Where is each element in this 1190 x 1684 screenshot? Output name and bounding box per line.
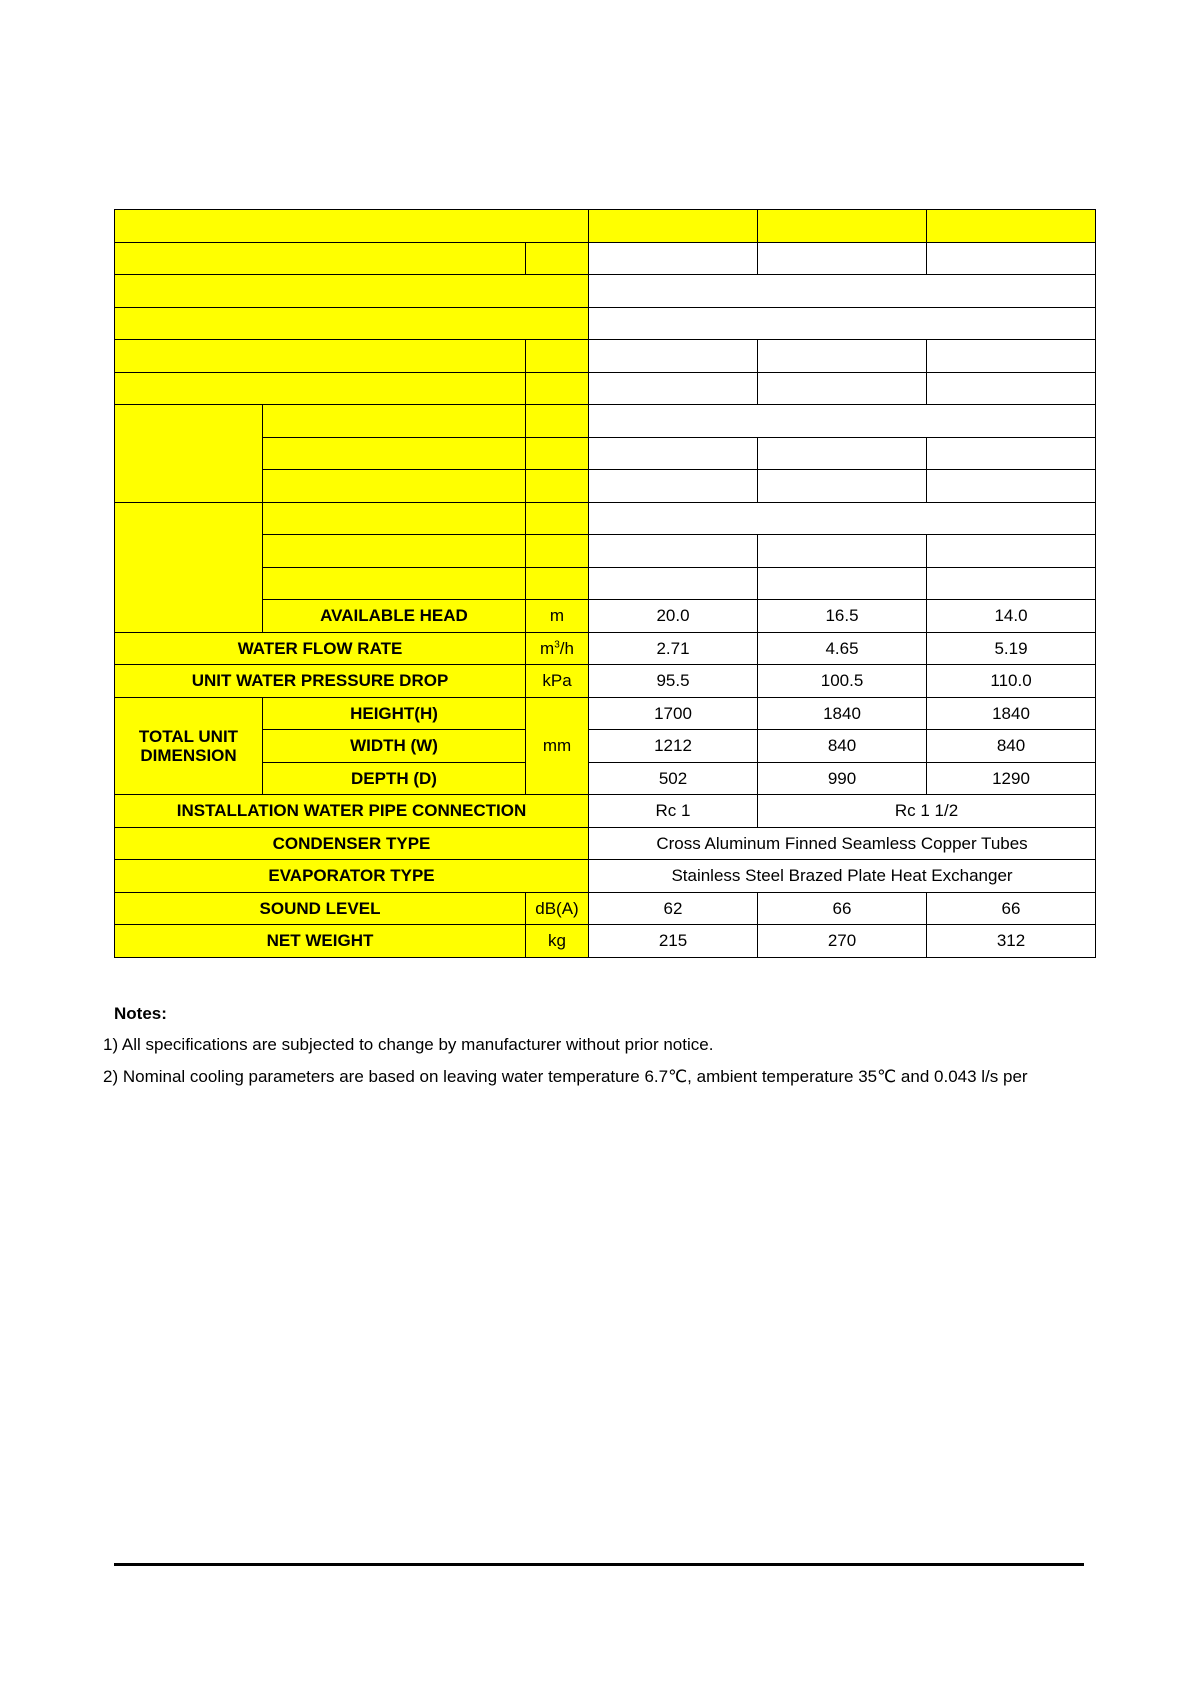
total-unit-dimension-label: [115, 697, 263, 795]
blank-value-cell: [758, 242, 927, 275]
blank-value-cell: [927, 437, 1096, 470]
blank-value-cell: [758, 372, 927, 405]
sound-level-value-1: 62: [589, 892, 758, 925]
blank-label-cell: [263, 567, 526, 600]
pressure-drop-label: UNIT WATER PRESSURE DROP: [115, 665, 526, 698]
blank-unit-cell: [526, 437, 589, 470]
evaporator-type-label: EVAPORATOR TYPE: [115, 860, 589, 893]
blank-label-cell: [263, 470, 526, 503]
unit-superscript: 3: [554, 639, 560, 651]
model-column-2-header: [758, 210, 927, 243]
unit-tail: /h: [559, 638, 574, 658]
blank-label-cell: [263, 502, 526, 535]
depth-value-1: 502: [589, 762, 758, 795]
blank-value-cell: [758, 437, 927, 470]
sound-level-unit: dB(A): [526, 892, 589, 925]
blank-value-cell: [589, 275, 1096, 308]
blank-label-cell: [115, 307, 589, 340]
blank-value-cell: [927, 470, 1096, 503]
header-blank-cell: [115, 210, 589, 243]
table-row: [115, 567, 1096, 600]
table-row-condenser-type: [115, 827, 1096, 860]
blank-value-cell: [589, 535, 758, 568]
condenser-type-label: CONDENSER TYPE: [115, 827, 589, 860]
table-row: [115, 437, 1096, 470]
available-head-value-2: 16.5: [758, 600, 927, 633]
table-row: [115, 242, 1096, 275]
table-row: [115, 470, 1096, 503]
width-label: WIDTH (W): [263, 730, 526, 763]
blank-value-cell: [927, 535, 1096, 568]
blank-label-cell: [115, 242, 526, 275]
evaporator-type-value: Stainless Steel Brazed Plate Heat Exchanger: [589, 860, 1096, 893]
notes-title: Notes:: [114, 1004, 167, 1023]
table-row-unit-water-pressure-drop: [115, 665, 1096, 698]
pressure-drop-value-2: 100.5: [758, 665, 927, 698]
model-column-3-header: [927, 210, 1096, 243]
net-weight-value-1: 215: [589, 925, 758, 958]
table-row-dimension-depth: [115, 762, 1096, 795]
pressure-drop-unit: kPa: [526, 665, 589, 698]
sound-level-label: SOUND LEVEL: [115, 892, 526, 925]
blank-unit-cell: [526, 340, 589, 373]
pipe-connection-value-1: Rc 1: [589, 795, 758, 828]
height-value-2: 1840: [758, 697, 927, 730]
blank-group-cell: [115, 405, 263, 503]
table-row: [115, 535, 1096, 568]
water-flow-rate-unit: [526, 632, 589, 665]
water-flow-rate-value-2: 4.65: [758, 632, 927, 665]
table-row: [115, 275, 1096, 308]
blank-value-cell: [589, 307, 1096, 340]
height-label: HEIGHT(H): [263, 697, 526, 730]
table-row: [115, 307, 1096, 340]
sound-level-value-2: 66: [758, 892, 927, 925]
unit-base: m: [540, 638, 555, 658]
net-weight-value-3: 312: [927, 925, 1096, 958]
blank-value-cell: [589, 340, 758, 373]
blank-label-cell: [115, 340, 526, 373]
width-value-2: 840: [758, 730, 927, 763]
table-row-evaporator-type: [115, 860, 1096, 893]
table-row-dimension-height: [115, 697, 1096, 730]
table-row: [115, 372, 1096, 405]
blank-value-cell: [589, 242, 758, 275]
table-row: [115, 340, 1096, 373]
table-row: [115, 405, 1096, 438]
dimension-label-line-2: DIMENSION: [140, 745, 237, 765]
condenser-type-value: Cross Aluminum Finned Seamless Copper Tubes: [589, 827, 1096, 860]
blank-value-cell: [758, 340, 927, 373]
blank-label-cell: [263, 437, 526, 470]
dimension-label-line-1: TOTAL UNIT: [138, 726, 239, 746]
table-row-sound-level: [115, 892, 1096, 925]
blank-value-cell: [927, 567, 1096, 600]
blank-unit-cell: [526, 567, 589, 600]
table-row-dimension-width: [115, 730, 1096, 763]
note-2: 2) Nominal cooling parameters are based on leaving water temperature 6.7℃, ambient temperature 35℃ and 0.043 l/s per: [103, 1067, 1028, 1086]
pressure-drop-value-3: 110.0: [927, 665, 1096, 698]
blank-value-cell: [927, 340, 1096, 373]
net-weight-unit: kg: [526, 925, 589, 958]
blank-unit-cell: [526, 535, 589, 568]
blank-value-cell: [589, 372, 758, 405]
blank-value-cell: [927, 372, 1096, 405]
water-flow-rate-value-1: 2.71: [589, 632, 758, 665]
table-row-available-head: [115, 600, 1096, 633]
blank-label-cell: [115, 275, 589, 308]
net-weight-label: NET WEIGHT: [115, 925, 526, 958]
pipe-connection-value-2: Rc 1 1/2: [758, 795, 1096, 828]
blank-value-cell: [758, 470, 927, 503]
blank-label-cell: [263, 405, 526, 438]
blank-unit-cell: [526, 470, 589, 503]
depth-value-2: 990: [758, 762, 927, 795]
width-value-1: 1212: [589, 730, 758, 763]
table-row: [115, 502, 1096, 535]
height-value-1: 1700: [589, 697, 758, 730]
blank-value-cell: [589, 502, 1096, 535]
blank-group-cell: [115, 502, 263, 632]
blank-unit-cell: [526, 405, 589, 438]
water-flow-rate-label: WATER FLOW RATE: [115, 632, 526, 665]
table-row-net-weight: [115, 925, 1096, 958]
water-flow-rate-value-3: 5.19: [927, 632, 1096, 665]
blank-label-cell: [115, 372, 526, 405]
blank-value-cell: [758, 567, 927, 600]
blank-value-cell: [927, 242, 1096, 275]
depth-value-3: 1290: [927, 762, 1096, 795]
table-row-water-flow-rate: [115, 632, 1096, 665]
blank-value-cell: [758, 535, 927, 568]
depth-label: DEPTH (D): [263, 762, 526, 795]
height-value-3: 1840: [927, 697, 1096, 730]
sound-level-value-3: 66: [927, 892, 1096, 925]
net-weight-value-2: 270: [758, 925, 927, 958]
blank-unit-cell: [526, 242, 589, 275]
blank-unit-cell: [526, 372, 589, 405]
dimension-unit: mm: [526, 697, 589, 795]
pressure-drop-value-1: 95.5: [589, 665, 758, 698]
available-head-label: AVAILABLE HEAD: [263, 600, 526, 633]
blank-value-cell: [589, 437, 758, 470]
table-row: [115, 210, 1096, 243]
blank-value-cell: [589, 567, 758, 600]
model-column-1-header: [589, 210, 758, 243]
available-head-value-3: 14.0: [927, 600, 1096, 633]
table-row-pipe-connection: [115, 795, 1096, 828]
note-1: 1) All specifications are subjected to change by manufacturer without prior notice.: [103, 1035, 714, 1054]
footer-divider: [114, 1563, 1084, 1566]
blank-value-cell: [589, 470, 758, 503]
blank-unit-cell: [526, 502, 589, 535]
pipe-connection-label: INSTALLATION WATER PIPE CONNECTION: [115, 795, 589, 828]
blank-label-cell: [263, 535, 526, 568]
available-head-value-1: 20.0: [589, 600, 758, 633]
blank-value-cell: [589, 405, 1096, 438]
available-head-unit: m: [526, 600, 589, 633]
width-value-3: 840: [927, 730, 1096, 763]
specification-table: [114, 209, 1096, 958]
